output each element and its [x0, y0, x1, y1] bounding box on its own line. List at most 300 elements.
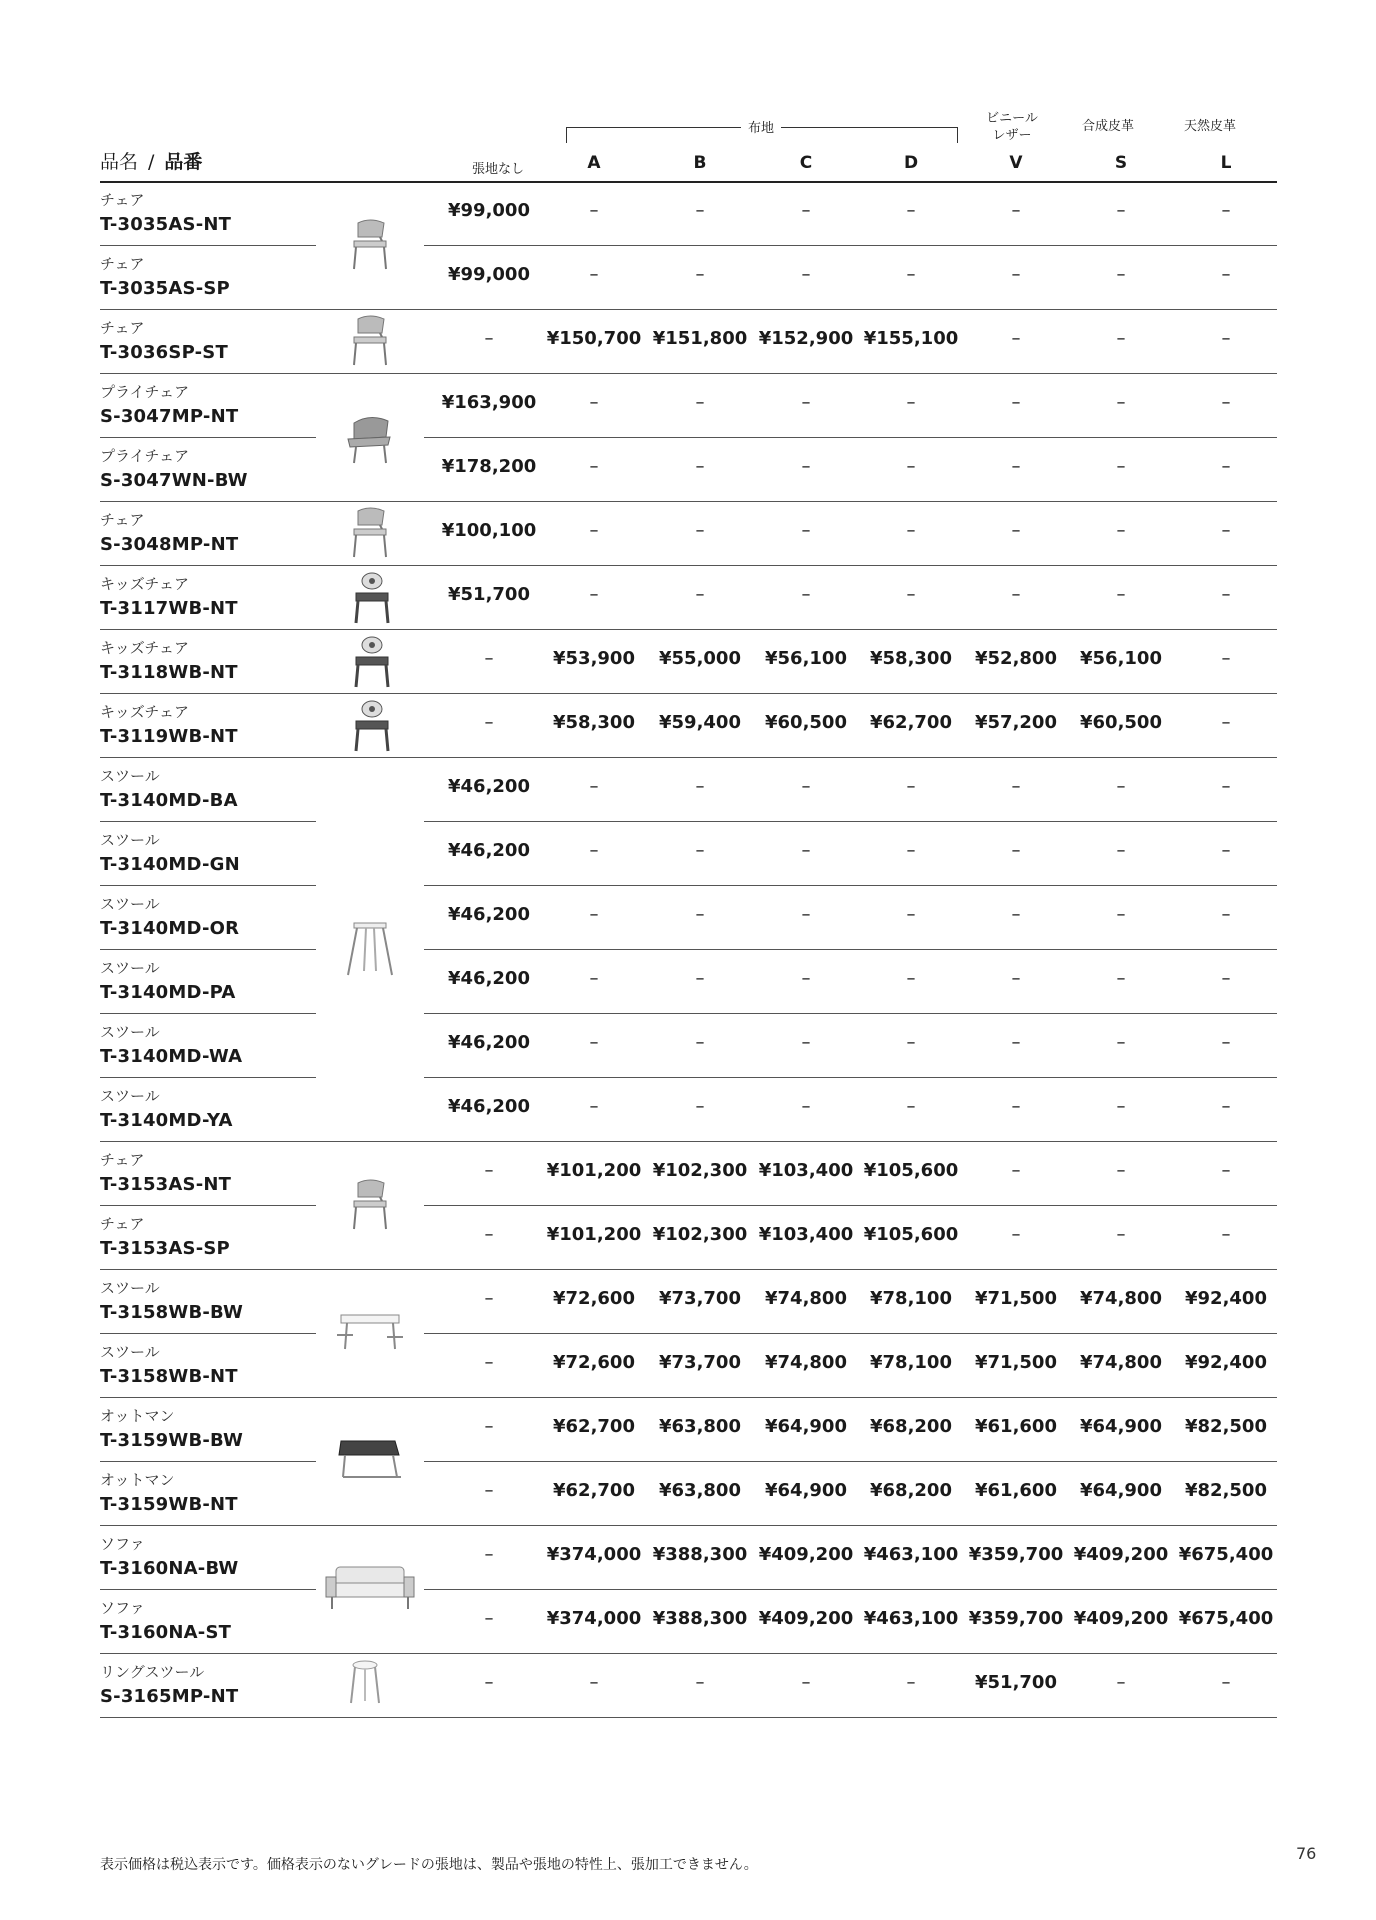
- chair-icon: [340, 217, 400, 277]
- price-cell: –: [589, 456, 599, 477]
- price-cell: ¥60,500: [1080, 712, 1162, 733]
- price-cell: –: [695, 200, 705, 221]
- price-cell: –: [1116, 1160, 1126, 1181]
- price-cell: ¥92,400: [1185, 1352, 1267, 1373]
- row-divider: [100, 757, 1277, 758]
- price-cell: –: [589, 392, 599, 413]
- product-code: T-3117WB-NT: [100, 598, 238, 619]
- price-cell: ¥64,900: [765, 1416, 847, 1437]
- row-divider: [100, 1077, 316, 1078]
- row-divider: [424, 245, 1277, 246]
- price-cell: ¥53,900: [553, 648, 635, 669]
- price-cell: –: [801, 392, 811, 413]
- price-cell: ¥51,700: [448, 584, 530, 605]
- price-cell: –: [1221, 648, 1231, 669]
- price-cell: –: [589, 904, 599, 925]
- price-cell: –: [484, 1672, 494, 1693]
- price-cell: –: [906, 520, 916, 541]
- price-cell: –: [1116, 904, 1126, 925]
- price-cell: ¥64,900: [1080, 1416, 1162, 1437]
- price-cell: –: [1116, 200, 1126, 221]
- product-code: S-3165MP-NT: [100, 1686, 239, 1707]
- price-cell: –: [589, 968, 599, 989]
- price-cell: –: [695, 456, 705, 477]
- row-divider: [100, 1397, 1277, 1398]
- price-cell: –: [801, 520, 811, 541]
- table-row: [0, 1397, 1376, 1461]
- price-cell: ¥99,000: [448, 264, 530, 285]
- row-divider: [424, 437, 1277, 438]
- price-cell: –: [1011, 1096, 1021, 1117]
- table-row: [0, 501, 1376, 565]
- price-cell: –: [1011, 840, 1021, 861]
- product-type: ソファ: [100, 1599, 145, 1617]
- row-divider: [424, 1333, 1277, 1334]
- price-cell: ¥58,300: [553, 712, 635, 733]
- product-type: プライチェア: [100, 447, 190, 465]
- price-cell: ¥152,900: [758, 328, 854, 349]
- row-divider: [100, 565, 1277, 566]
- table-row: [0, 1461, 1376, 1525]
- price-cell: ¥46,200: [448, 1032, 530, 1053]
- price-cell: –: [484, 1352, 494, 1373]
- price-cell: –: [1011, 776, 1021, 797]
- price-cell: –: [906, 392, 916, 413]
- price-cell: –: [906, 1096, 916, 1117]
- row-divider: [100, 1461, 316, 1462]
- price-cell: ¥409,200: [758, 1544, 854, 1565]
- price-cell: –: [1221, 1096, 1231, 1117]
- product-type: キッズチェア: [100, 703, 189, 721]
- vinyl-leather-label: [962, 110, 1062, 144]
- product-type: スツール: [100, 895, 160, 913]
- price-cell: –: [484, 1416, 494, 1437]
- price-cell: ¥78,100: [870, 1288, 952, 1309]
- chair-icon: [340, 313, 400, 373]
- product-type: プライチェア: [100, 383, 190, 401]
- price-cell: –: [801, 584, 811, 605]
- price-cell: ¥99,000: [448, 200, 530, 221]
- price-cell: –: [906, 200, 916, 221]
- price-cell: –: [695, 520, 705, 541]
- price-cell: –: [1116, 328, 1126, 349]
- price-cell: ¥103,400: [758, 1160, 854, 1181]
- table-row: [0, 1333, 1376, 1397]
- table-row: [0, 1141, 1376, 1205]
- grade-header: V: [1009, 153, 1023, 173]
- price-cell: –: [1011, 200, 1021, 221]
- price-cell: –: [1116, 968, 1126, 989]
- table-row: [0, 1589, 1376, 1653]
- row-divider: [424, 1205, 1277, 1206]
- no-upholstery-header: 張地なし: [471, 162, 524, 177]
- vinyl-leather-line-2: レザー: [992, 128, 1032, 143]
- price-cell: ¥59,400: [659, 712, 741, 733]
- table-row: [0, 245, 1376, 309]
- price-cell: –: [1011, 456, 1021, 477]
- price-cell: –: [484, 1544, 494, 1565]
- table-row: [0, 1525, 1376, 1589]
- price-cell: ¥58,300: [870, 648, 952, 669]
- price-cell: –: [801, 200, 811, 221]
- page-number: 76: [1296, 1844, 1317, 1863]
- footnote: 表示価格は税込表示です。価格表示のないグレードの張地は、製品や張地の特性上、張加工できません。: [100, 1857, 758, 1873]
- row-divider: [100, 1589, 316, 1590]
- product-code: T-3153AS-NT: [100, 1174, 232, 1195]
- product-code: T-3035AS-NT: [100, 214, 232, 235]
- kids-chair-icon: [340, 569, 400, 629]
- price-cell: –: [801, 1096, 811, 1117]
- natural-leather-label: 天然皮革: [1183, 119, 1236, 134]
- table-row: [0, 437, 1376, 501]
- price-cell: ¥56,100: [765, 648, 847, 669]
- price-cell: –: [1116, 1672, 1126, 1693]
- column-title: [100, 147, 202, 174]
- row-divider: [100, 309, 1277, 310]
- price-cell: –: [906, 840, 916, 861]
- price-cell: –: [801, 264, 811, 285]
- price-cell: ¥463,100: [863, 1608, 959, 1629]
- row-divider: [100, 949, 316, 950]
- grade-header: S: [1114, 153, 1128, 173]
- chair-icon: [340, 505, 400, 565]
- price-cell: ¥409,200: [1073, 1544, 1169, 1565]
- price-cell: ¥151,800: [652, 328, 748, 349]
- price-cell: ¥150,700: [546, 328, 642, 349]
- row-divider: [100, 629, 1277, 630]
- row-divider: [100, 1205, 316, 1206]
- price-cell: –: [589, 1032, 599, 1053]
- price-cell: –: [906, 968, 916, 989]
- price-cell: –: [1221, 392, 1231, 413]
- price-cell: –: [1116, 456, 1126, 477]
- price-cell: ¥463,100: [863, 1544, 959, 1565]
- kids-chair-icon: [340, 633, 400, 693]
- price-cell: –: [589, 584, 599, 605]
- price-cell: ¥359,700: [968, 1608, 1064, 1629]
- product-type: キッズチェア: [100, 575, 189, 593]
- separator: /: [148, 151, 155, 173]
- price-cell: –: [695, 840, 705, 861]
- product-type: チェア: [100, 319, 145, 337]
- price-cell: ¥100,100: [441, 520, 537, 541]
- product-code: T-3140MD-BA: [100, 790, 238, 811]
- price-cell: –: [1011, 968, 1021, 989]
- price-cell: –: [695, 264, 705, 285]
- price-cell: –: [484, 1288, 494, 1309]
- row-divider: [424, 1077, 1277, 1078]
- price-cell: –: [695, 1096, 705, 1117]
- product-code: T-3140MD-OR: [100, 918, 240, 939]
- price-cell: ¥64,900: [1080, 1480, 1162, 1501]
- price-cell: –: [1116, 1096, 1126, 1117]
- price-cell: –: [484, 648, 494, 669]
- product-type: チェア: [100, 1215, 145, 1233]
- price-cell: –: [589, 840, 599, 861]
- price-cell: ¥102,300: [652, 1224, 748, 1245]
- price-cell: ¥52,800: [975, 648, 1057, 669]
- price-cell: ¥57,200: [975, 712, 1057, 733]
- row-divider: [100, 1525, 1277, 1526]
- price-cell: –: [906, 456, 916, 477]
- product-code: T-3036SP-ST: [100, 342, 228, 363]
- price-cell: –: [484, 1224, 494, 1245]
- price-cell: ¥64,900: [765, 1480, 847, 1501]
- price-cell: ¥68,200: [870, 1416, 952, 1437]
- price-cell: –: [801, 776, 811, 797]
- price-cell: ¥71,500: [975, 1288, 1057, 1309]
- product-code: T-3119WB-NT: [100, 726, 238, 747]
- price-cell: –: [589, 520, 599, 541]
- row-divider: [100, 501, 1277, 502]
- price-cell: ¥61,600: [975, 1480, 1057, 1501]
- price-cell: ¥74,800: [1080, 1288, 1162, 1309]
- product-code: T-3159WB-NT: [100, 1494, 238, 1515]
- table-row: [0, 565, 1376, 629]
- price-cell: –: [1116, 776, 1126, 797]
- price-cell: –: [1221, 968, 1231, 989]
- vinyl-leather-line-1: ビニール: [986, 111, 1038, 126]
- price-cell: ¥388,300: [652, 1544, 748, 1565]
- price-cell: –: [1011, 584, 1021, 605]
- product-type: スツール: [100, 959, 160, 977]
- product-type: スツール: [100, 831, 160, 849]
- price-cell: –: [1011, 1224, 1021, 1245]
- table-row: [0, 373, 1376, 437]
- price-cell: –: [1116, 392, 1126, 413]
- price-cell: –: [1011, 520, 1021, 541]
- price-cell: ¥675,400: [1178, 1544, 1274, 1565]
- price-cell: ¥388,300: [652, 1608, 748, 1629]
- price-cell: –: [695, 392, 705, 413]
- row-divider: [100, 885, 316, 886]
- product-code: T-3140MD-GN: [100, 854, 240, 875]
- price-cell: ¥60,500: [765, 712, 847, 733]
- row-divider: [100, 821, 316, 822]
- grade-header: A: [587, 153, 601, 173]
- price-cell: –: [695, 1672, 705, 1693]
- price-cell: –: [1221, 1672, 1231, 1693]
- price-cell: –: [801, 1032, 811, 1053]
- table-row: [0, 1653, 1376, 1717]
- product-type: キッズチェア: [100, 639, 189, 657]
- table-row: [0, 309, 1376, 373]
- price-cell: ¥71,500: [975, 1352, 1057, 1373]
- table-row: [0, 1269, 1376, 1333]
- price-cell: ¥74,800: [765, 1352, 847, 1373]
- price-cell: ¥63,800: [659, 1480, 741, 1501]
- price-cell: ¥105,600: [863, 1224, 959, 1245]
- price-cell: ¥46,200: [448, 840, 530, 861]
- price-cell: –: [906, 1032, 916, 1053]
- table-row: [0, 821, 1376, 885]
- price-cell: –: [1116, 1224, 1126, 1245]
- price-cell: ¥56,100: [1080, 648, 1162, 669]
- product-type: チェア: [100, 191, 145, 209]
- price-cell: ¥61,600: [975, 1416, 1057, 1437]
- product-code: S-3048MP-NT: [100, 534, 239, 555]
- row-divider: [100, 693, 1277, 694]
- price-cell: ¥675,400: [1178, 1608, 1274, 1629]
- bench-stool-icon: [335, 1305, 405, 1359]
- row-divider: [100, 1013, 316, 1014]
- price-cell: ¥374,000: [546, 1608, 642, 1629]
- row-divider: [424, 1461, 1277, 1462]
- product-label: 品名: [100, 151, 139, 173]
- product-type: ソファ: [100, 1535, 145, 1553]
- product-type: リングスツール: [100, 1663, 205, 1681]
- table-row: [0, 1077, 1376, 1141]
- row-divider: [100, 1269, 1277, 1270]
- row-divider: [100, 437, 316, 438]
- price-cell: ¥359,700: [968, 1544, 1064, 1565]
- price-cell: ¥51,700: [975, 1672, 1057, 1693]
- sofa-icon: [322, 1561, 418, 1619]
- price-cell: ¥163,900: [441, 392, 537, 413]
- price-cell: –: [589, 1672, 599, 1693]
- price-cell: –: [801, 1672, 811, 1693]
- product-type: スツール: [100, 1023, 160, 1041]
- price-cell: –: [1011, 264, 1021, 285]
- product-type: オットマン: [100, 1471, 175, 1489]
- product-code: T-3140MD-YA: [100, 1110, 233, 1131]
- price-cell: –: [906, 904, 916, 925]
- price-cell: –: [695, 968, 705, 989]
- product-type: チェア: [100, 1151, 145, 1169]
- price-cell: ¥102,300: [652, 1160, 748, 1181]
- price-cell: –: [801, 456, 811, 477]
- row-divider: [424, 1589, 1277, 1590]
- price-cell: ¥105,600: [863, 1160, 959, 1181]
- price-cell: –: [589, 1096, 599, 1117]
- table-row: [0, 885, 1376, 949]
- price-cell: ¥62,700: [553, 1480, 635, 1501]
- product-code: T-3118WB-NT: [100, 662, 238, 683]
- price-cell: ¥72,600: [553, 1288, 635, 1309]
- price-cell: –: [801, 840, 811, 861]
- price-cell: ¥74,800: [1080, 1352, 1162, 1373]
- price-cell: –: [589, 264, 599, 285]
- synthetic-leather-label: 合成皮革: [1081, 119, 1134, 134]
- price-cell: –: [1221, 328, 1231, 349]
- price-cell: ¥82,500: [1185, 1480, 1267, 1501]
- price-cell: ¥74,800: [765, 1288, 847, 1309]
- price-cell: –: [484, 1480, 494, 1501]
- row-divider: [424, 821, 1277, 822]
- kids-chair-icon: [340, 697, 400, 757]
- price-cell: ¥178,200: [441, 456, 537, 477]
- price-cell: –: [589, 776, 599, 797]
- row-divider: [100, 1141, 1277, 1142]
- price-cell: ¥63,800: [659, 1416, 741, 1437]
- code-label: 品番: [164, 151, 203, 173]
- table-row: [0, 181, 1376, 245]
- row-divider: [100, 245, 316, 246]
- grade-header: D: [903, 153, 919, 173]
- price-cell: –: [1221, 584, 1231, 605]
- grade-header: L: [1220, 153, 1232, 173]
- price-cell: –: [1011, 1032, 1021, 1053]
- row-divider: [100, 1333, 316, 1334]
- product-type: スツール: [100, 767, 160, 785]
- table-row: [0, 693, 1376, 757]
- row-divider: [100, 373, 1277, 374]
- price-cell: –: [1221, 1160, 1231, 1181]
- table-row: [0, 1205, 1376, 1269]
- price-cell: –: [484, 1160, 494, 1181]
- price-cell: ¥62,700: [553, 1416, 635, 1437]
- price-cell: –: [1116, 520, 1126, 541]
- price-cell: –: [1221, 200, 1231, 221]
- price-cell: ¥82,500: [1185, 1416, 1267, 1437]
- price-cell: –: [1011, 392, 1021, 413]
- price-cell: ¥46,200: [448, 1096, 530, 1117]
- price-cell: –: [801, 968, 811, 989]
- product-code: T-3140MD-PA: [100, 982, 236, 1003]
- price-cell: ¥72,600: [553, 1352, 635, 1373]
- product-code: T-3159WB-BW: [100, 1430, 244, 1451]
- ottoman-icon: [335, 1433, 405, 1487]
- price-cell: –: [1011, 904, 1021, 925]
- fabric-group-label: 布地: [741, 117, 781, 136]
- product-code: T-3035AS-SP: [100, 278, 230, 299]
- row-divider: [100, 1653, 1277, 1654]
- price-cell: ¥62,700: [870, 712, 952, 733]
- price-cell: –: [906, 776, 916, 797]
- price-cell: ¥103,400: [758, 1224, 854, 1245]
- price-cell: –: [1116, 1032, 1126, 1053]
- price-cell: –: [695, 776, 705, 797]
- row-divider: [100, 1717, 1277, 1718]
- price-cell: ¥73,700: [659, 1288, 741, 1309]
- product-code: T-3158WB-NT: [100, 1366, 238, 1387]
- price-cell: –: [1221, 904, 1231, 925]
- price-cell: –: [1221, 1224, 1231, 1245]
- price-cell: ¥101,200: [546, 1224, 642, 1245]
- row-divider: [424, 1013, 1277, 1014]
- price-cell: –: [1221, 520, 1231, 541]
- product-type: スツール: [100, 1279, 160, 1297]
- table-row: [0, 629, 1376, 693]
- price-cell: –: [1221, 264, 1231, 285]
- price-cell: –: [1116, 584, 1126, 605]
- price-cell: –: [801, 904, 811, 925]
- grade-header: C: [799, 153, 813, 173]
- table-row: [0, 757, 1376, 821]
- price-cell: –: [1221, 1032, 1231, 1053]
- product-type: スツール: [100, 1087, 160, 1105]
- product-code: T-3140MD-WA: [100, 1046, 243, 1067]
- price-cell: –: [906, 264, 916, 285]
- price-cell: –: [1221, 712, 1231, 733]
- price-cell: –: [484, 1608, 494, 1629]
- price-cell: –: [695, 584, 705, 605]
- product-type: チェア: [100, 511, 145, 529]
- row-divider: [424, 949, 1277, 950]
- chair-icon: [340, 1177, 400, 1237]
- price-cell: ¥409,200: [758, 1608, 854, 1629]
- price-cell: ¥68,200: [870, 1480, 952, 1501]
- product-code: T-3160NA-ST: [100, 1622, 232, 1643]
- row-divider: [424, 885, 1277, 886]
- product-type: チェア: [100, 255, 145, 273]
- table-row: [0, 949, 1376, 1013]
- price-cell: –: [484, 712, 494, 733]
- product-type: スツール: [100, 1343, 160, 1361]
- ring-stool-icon: [340, 1657, 390, 1711]
- price-cell: ¥73,700: [659, 1352, 741, 1373]
- product-type: オットマン: [100, 1407, 175, 1425]
